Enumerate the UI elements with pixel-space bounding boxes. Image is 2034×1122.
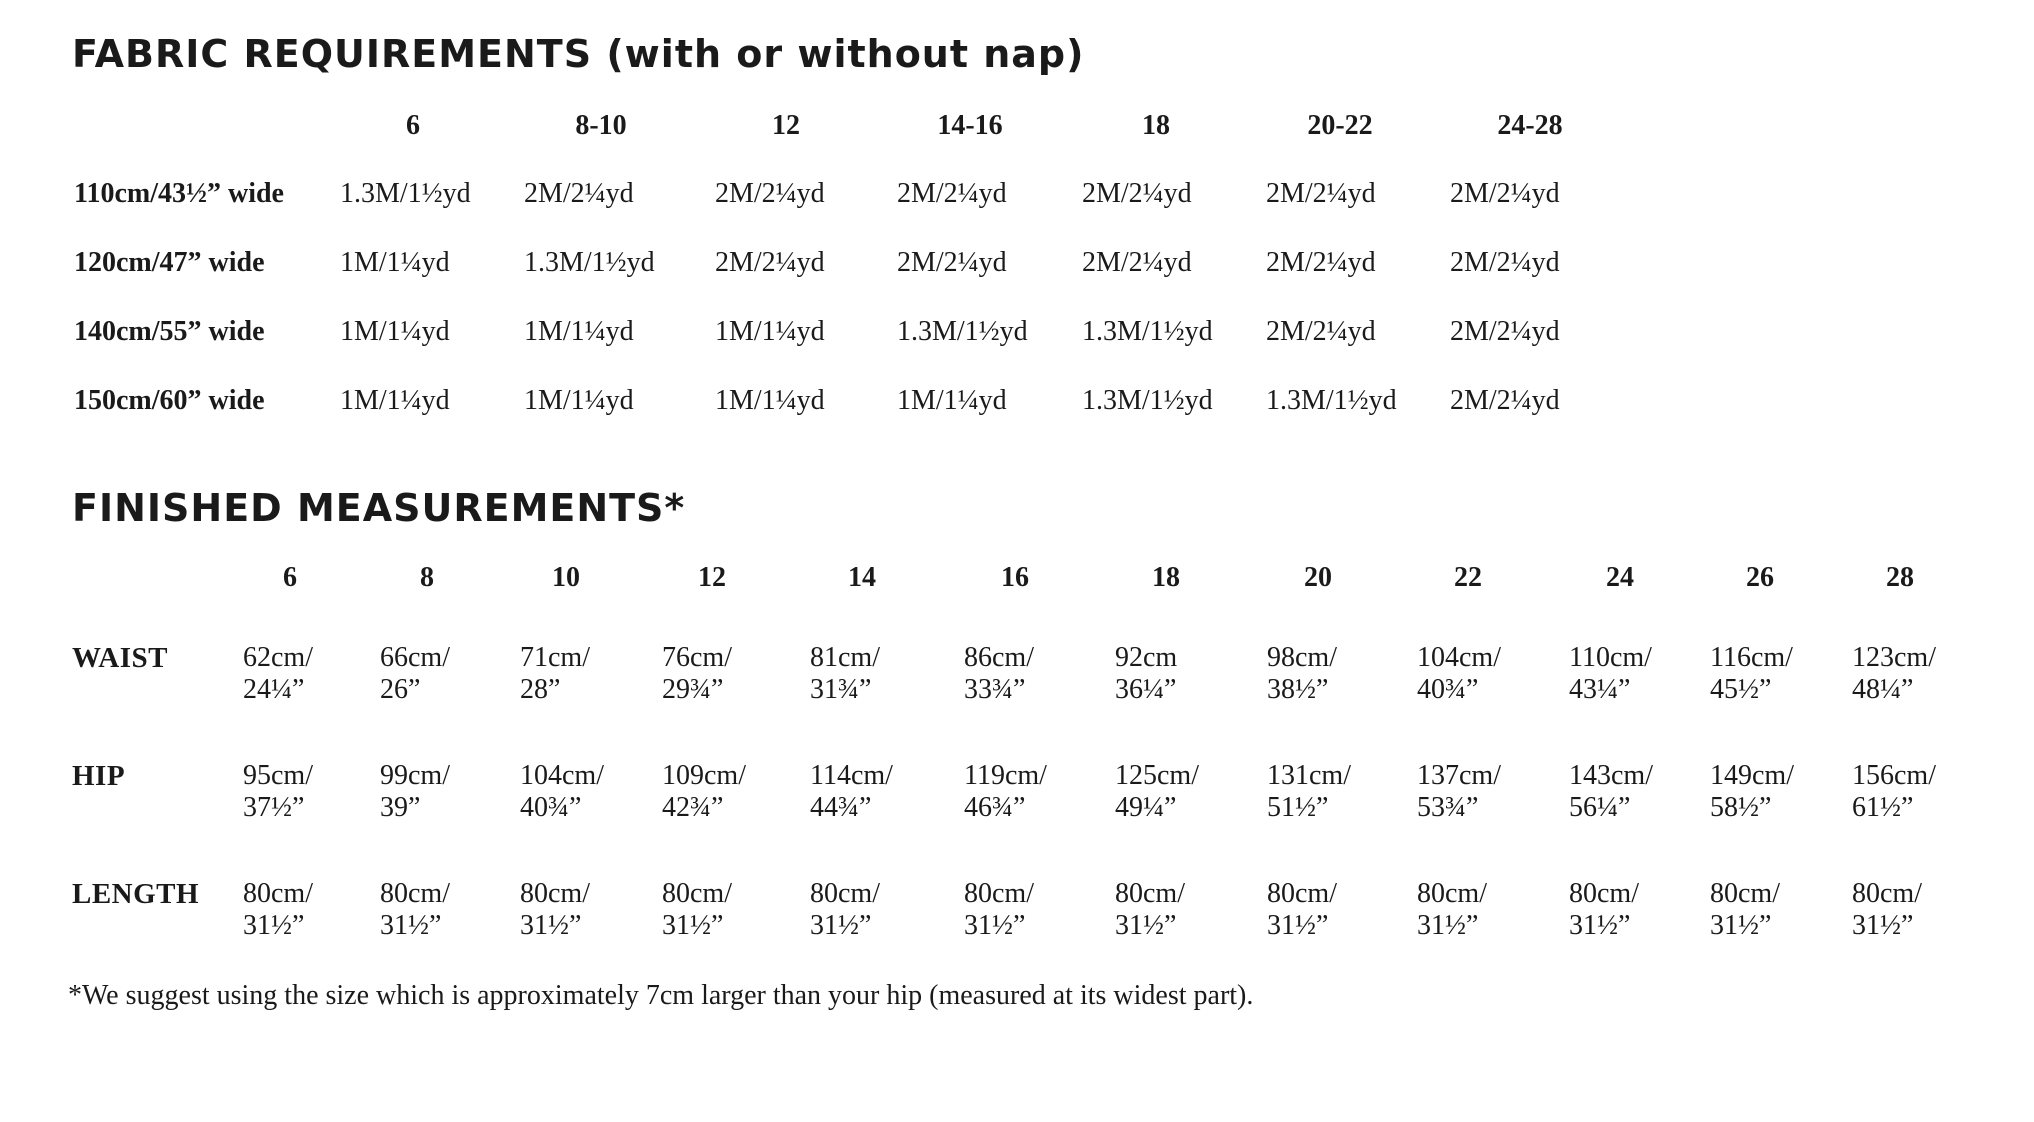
fabric-amount-cell: 2M/2¼yd	[1450, 385, 1560, 416]
measurement-cm: 149cm/	[1710, 760, 1794, 791]
fabric-amount-cell: 1.3M/1½yd	[1082, 385, 1213, 416]
fabric-width-label: 150cm/60” wide	[74, 385, 265, 416]
fabric-size-header: 18	[1142, 110, 1170, 141]
measurement-inches: 31½”	[520, 910, 582, 941]
measurement-cell	[520, 760, 604, 824]
measurement-inches: 40¾”	[1417, 674, 1479, 705]
measurement-cm: 109cm/	[662, 760, 746, 791]
measurement-size-header: 20	[1304, 562, 1332, 593]
measurement-cell	[1417, 760, 1501, 824]
fabric-amount-cell: 2M/2¼yd	[1266, 178, 1376, 209]
measurement-cell	[662, 642, 732, 706]
fabric-amount-cell: 1M/1¼yd	[715, 385, 825, 416]
measurement-cm: 81cm/	[810, 642, 880, 673]
fabric-size-header: 6	[406, 110, 420, 141]
measurement-cm: 76cm/	[662, 642, 732, 673]
measurement-inches: 43¼”	[1569, 674, 1631, 705]
finished-measurements-heading: FINISHED MEASUREMENTS*	[72, 486, 686, 530]
measurement-cm: 66cm/	[380, 642, 450, 673]
measurement-cm: 114cm/	[810, 760, 893, 791]
measurement-inches: 53¾”	[1417, 792, 1479, 823]
fabric-amount-cell: 2M/2¼yd	[1266, 316, 1376, 347]
measurement-size-header: 16	[1001, 562, 1029, 593]
measurement-cm: 80cm/	[243, 878, 313, 909]
fabric-size-header: 20-22	[1307, 110, 1373, 141]
measurement-inches: 37½”	[243, 792, 305, 823]
measurement-cm: 116cm/	[1710, 642, 1793, 673]
measurement-inches: 31½”	[662, 910, 724, 941]
measurement-inches: 31½”	[964, 910, 1026, 941]
fabric-width-label: 140cm/55” wide	[74, 316, 265, 347]
measurement-cell	[964, 760, 1047, 824]
measurement-cell	[520, 642, 590, 706]
measurement-cell	[1115, 878, 1185, 942]
measurement-cm: 71cm/	[520, 642, 590, 673]
measurement-cell	[1710, 642, 1793, 706]
measurement-cm: 110cm/	[1569, 642, 1652, 673]
measurement-cell	[1115, 760, 1199, 824]
measurement-cm: 104cm/	[520, 760, 604, 791]
measurement-cm: 80cm/	[1115, 878, 1185, 909]
measurement-inches: 31½”	[1569, 910, 1631, 941]
measurement-cm: 80cm/	[380, 878, 450, 909]
measurement-cm: 92cm	[1115, 642, 1178, 673]
measurement-size-header: 18	[1152, 562, 1180, 593]
measurement-cm: 156cm/	[1852, 760, 1936, 791]
measurement-cell	[1569, 642, 1652, 706]
fabric-width-label: 120cm/47” wide	[74, 247, 265, 278]
measurement-cell	[1852, 760, 1936, 824]
measurement-cell	[662, 878, 732, 942]
measurement-inches: 28”	[520, 674, 561, 705]
measurement-inches: 31½”	[380, 910, 442, 941]
measurement-inches: 39”	[380, 792, 421, 823]
measurement-cell	[1267, 642, 1337, 706]
measurement-row-label: WAIST	[72, 642, 168, 674]
measurement-row-label: HIP	[72, 760, 126, 792]
measurement-inches: 29¾”	[662, 674, 724, 705]
measurement-size-header: 8	[420, 562, 434, 593]
measurement-cell	[1267, 878, 1337, 942]
fabric-amount-cell: 1M/1¼yd	[340, 385, 450, 416]
measurement-cell	[243, 642, 313, 706]
measurement-cm: 80cm/	[1852, 878, 1922, 909]
measurement-inches: 38½”	[1267, 674, 1329, 705]
measurement-size-header: 28	[1886, 562, 1914, 593]
measurement-cm: 80cm/	[1710, 878, 1780, 909]
fabric-amount-cell: 2M/2¼yd	[524, 178, 634, 209]
measurement-cell	[380, 878, 450, 942]
measurement-size-header: 24	[1606, 562, 1634, 593]
fabric-amount-cell: 1.3M/1½yd	[1082, 316, 1213, 347]
measurement-inches: 31½”	[1267, 910, 1329, 941]
measurement-cm: 143cm/	[1569, 760, 1653, 791]
measurement-cm: 86cm/	[964, 642, 1034, 673]
measurement-cell	[380, 760, 450, 824]
measurement-cell	[662, 760, 746, 824]
measurement-inches: 31½”	[1417, 910, 1479, 941]
fabric-amount-cell: 2M/2¼yd	[1266, 247, 1376, 278]
measurement-cm: 95cm/	[243, 760, 313, 791]
measurement-inches: 48¼”	[1852, 674, 1914, 705]
measurement-inches: 61½”	[1852, 792, 1914, 823]
measurement-cm: 104cm/	[1417, 642, 1501, 673]
fabric-amount-cell: 2M/2¼yd	[715, 247, 825, 278]
measurement-cm: 80cm/	[1267, 878, 1337, 909]
measurement-cell	[810, 878, 880, 942]
measurement-cm: 62cm/	[243, 642, 313, 673]
measurement-cell	[1267, 760, 1351, 824]
measurement-inches: 31½”	[1115, 910, 1177, 941]
measurement-cell	[380, 642, 450, 706]
fabric-amount-cell: 1.3M/1½yd	[340, 178, 471, 209]
measurement-cell	[964, 642, 1034, 706]
fabric-requirements-heading: FABRIC REQUIREMENTS (with or without nap)	[72, 32, 1085, 76]
fabric-amount-cell: 2M/2¼yd	[1082, 247, 1192, 278]
measurement-cm: 80cm/	[810, 878, 880, 909]
measurement-inches: 42¾”	[662, 792, 724, 823]
measurement-inches: 44¾”	[810, 792, 872, 823]
measurement-inches: 31½”	[1852, 910, 1914, 941]
measurement-cell	[1569, 878, 1639, 942]
fabric-amount-cell: 1.3M/1½yd	[897, 316, 1028, 347]
measurement-inches: 36¼”	[1115, 674, 1177, 705]
measurement-inches: 46¾”	[964, 792, 1026, 823]
measurement-inches: 49¼”	[1115, 792, 1177, 823]
measurement-cm: 125cm/	[1115, 760, 1199, 791]
measurement-cell	[243, 878, 313, 942]
measurement-size-header: 26	[1746, 562, 1774, 593]
measurement-cm: 80cm/	[662, 878, 732, 909]
measurement-cell	[1115, 642, 1177, 706]
measurement-size-header: 22	[1454, 562, 1482, 593]
size-footnote: *We suggest using the size which is approximately 7cm larger than your hip (measured at its widest part).	[68, 980, 1254, 1011]
measurement-cell	[1710, 760, 1794, 824]
fabric-size-header: 24-28	[1497, 110, 1563, 141]
measurement-inches: 31¾”	[810, 674, 872, 705]
measurement-size-header: 12	[698, 562, 726, 593]
measurement-cm: 131cm/	[1267, 760, 1351, 791]
fabric-amount-cell: 1M/1¼yd	[340, 247, 450, 278]
fabric-amount-cell: 2M/2¼yd	[1082, 178, 1192, 209]
measurement-row-label: LENGTH	[72, 878, 200, 910]
measurement-cm: 98cm/	[1267, 642, 1337, 673]
fabric-amount-cell: 1M/1¼yd	[715, 316, 825, 347]
measurement-inches: 51½”	[1267, 792, 1329, 823]
measurement-cm: 99cm/	[380, 760, 450, 791]
fabric-amount-cell: 1M/1¼yd	[524, 316, 634, 347]
measurement-cell	[1852, 642, 1936, 706]
measurement-inches: 56¼”	[1569, 792, 1631, 823]
fabric-amount-cell: 1M/1¼yd	[897, 385, 1007, 416]
measurement-cell	[243, 760, 313, 824]
measurement-inches: 31½”	[810, 910, 872, 941]
fabric-width-label: 110cm/43½” wide	[74, 178, 284, 209]
fabric-amount-cell: 2M/2¼yd	[1450, 316, 1560, 347]
measurement-inches: 45½”	[1710, 674, 1772, 705]
measurement-cell	[1852, 878, 1922, 942]
measurement-inches: 26”	[380, 674, 421, 705]
measurement-cell	[1417, 878, 1487, 942]
measurement-cell	[810, 760, 893, 824]
measurement-cm: 119cm/	[964, 760, 1047, 791]
measurement-cell	[1417, 642, 1501, 706]
fabric-amount-cell: 1.3M/1½yd	[524, 247, 655, 278]
fabric-amount-cell: 2M/2¼yd	[897, 247, 1007, 278]
fabric-size-header: 8-10	[575, 110, 627, 141]
measurement-inches: 58½”	[1710, 792, 1772, 823]
measurement-inches: 31½”	[243, 910, 305, 941]
fabric-amount-cell: 2M/2¼yd	[1450, 247, 1560, 278]
measurement-inches: 31½”	[1710, 910, 1772, 941]
measurement-cm: 80cm/	[964, 878, 1034, 909]
measurement-size-header: 10	[552, 562, 580, 593]
measurement-cm: 123cm/	[1852, 642, 1936, 673]
measurement-cm: 80cm/	[1417, 878, 1487, 909]
measurement-cell	[964, 878, 1034, 942]
measurement-cell	[1569, 760, 1653, 824]
measurement-cm: 80cm/	[1569, 878, 1639, 909]
measurement-size-header: 6	[283, 562, 297, 593]
fabric-size-header: 14-16	[937, 110, 1003, 141]
measurement-cell	[520, 878, 590, 942]
fabric-amount-cell: 2M/2¼yd	[1450, 178, 1560, 209]
measurement-inches: 40¾”	[520, 792, 582, 823]
measurement-cm: 80cm/	[520, 878, 590, 909]
fabric-amount-cell: 1M/1¼yd	[340, 316, 450, 347]
fabric-size-header: 12	[772, 110, 800, 141]
measurement-size-header: 14	[848, 562, 876, 593]
measurement-cm: 137cm/	[1417, 760, 1501, 791]
fabric-amount-cell: 2M/2¼yd	[897, 178, 1007, 209]
measurement-cell	[1710, 878, 1780, 942]
measurement-inches: 33¾”	[964, 674, 1026, 705]
fabric-amount-cell: 1M/1¼yd	[524, 385, 634, 416]
measurement-cell	[810, 642, 880, 706]
fabric-amount-cell: 2M/2¼yd	[715, 178, 825, 209]
fabric-amount-cell: 1.3M/1½yd	[1266, 385, 1397, 416]
measurement-inches: 24¼”	[243, 674, 305, 705]
